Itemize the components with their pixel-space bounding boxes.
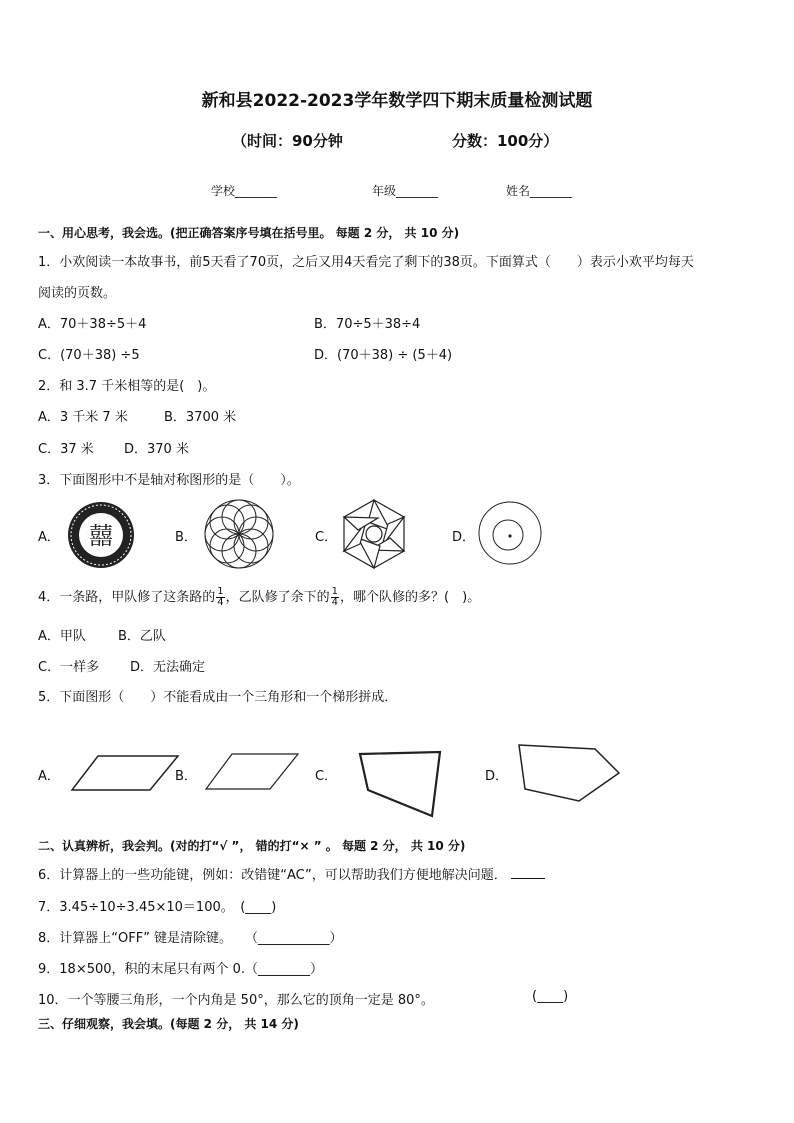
fraction-one-quarter-2: $\frac{1}{4}$	[331, 586, 339, 608]
time-label: （时间：90分钟	[232, 132, 343, 150]
q5-text: 5．下面图形（ ）不能看成由一个三角形和一个梯形拼成．	[38, 690, 398, 705]
q4-text-part-2: ，乙队修了余下的	[225, 590, 330, 605]
emblem-figure	[66, 500, 136, 570]
rosette-figure	[203, 498, 275, 570]
quadrilateral-c-figure	[358, 750, 448, 820]
q5-option-c: C．	[315, 769, 338, 784]
q1-text-cont: 阅读的页数。	[38, 286, 117, 301]
section-2-heading: 二、认真辨析，我会判。(对的打“√ ”， 错的打“× ” 。 每题 2 分， 共 10 分)	[38, 839, 466, 853]
parallelogram-a-figure	[70, 754, 180, 794]
q8-text: 8．计算器上“OFF” 键是清除键。 （___________）	[38, 931, 343, 946]
pinwheel-hexagon-figure	[338, 498, 410, 570]
q5-option-a: A．	[38, 769, 60, 784]
q3-option-c: C．	[315, 530, 338, 545]
q1-option-b: B．70÷5＋38÷4	[314, 317, 421, 332]
q2-text: 2．和 3.7 千米相等的是( )。	[38, 379, 216, 394]
section-3-heading: 三、仔细观察，我会填。(每题 2 分， 共 14 分)	[38, 1017, 299, 1031]
q3-option-d: D．	[452, 530, 476, 545]
q5-option-b: B．	[175, 769, 197, 784]
q6-statement: 6．计算器上的一些功能键，例如：改错键“AC”，可以帮助我们方便地解决问题．	[38, 868, 507, 883]
section-1-heading: 一、用心思考，我会选。(把正确答案序号填在括号里。 每题 2 分， 共 10 分)	[38, 226, 460, 240]
offset-circle-figure	[478, 500, 544, 566]
q6-text	[38, 864, 545, 883]
q7-text: 7．3.45÷10÷3.45×10＝100。 (____)	[38, 900, 277, 915]
q1-option-a: A．70＋38÷5＋4	[38, 317, 147, 332]
q3-text: 3．下面图形中不是轴对称图形的是（ ）。	[38, 473, 300, 488]
q2-option-d: D．370 米	[124, 442, 189, 457]
q1-option-d: D．(70＋38) ÷ (5＋4)	[314, 348, 453, 363]
grade-field: 年级_______	[372, 184, 439, 198]
q10-text: 10．一个等腰三角形，一个内角是 50°，那么它的顶角一定是 80°。	[38, 993, 434, 1008]
emblem-character: 囍	[89, 522, 113, 550]
q9-text: 9．18×500，积的末尾只有两个 0.（________）	[38, 962, 324, 977]
q4-text-part-3: ，哪个队修的多？( )。	[340, 590, 481, 605]
q4-option-c: C．一样多	[38, 660, 100, 675]
q4-option-b: B．乙队	[118, 629, 166, 644]
q2-option-c: C．37 米	[38, 442, 94, 457]
q4-text-part-1: 4．一条路，甲队修了这条路的	[38, 590, 216, 605]
score-label: 分数：100分）	[452, 132, 559, 150]
q4-text	[38, 586, 480, 608]
q2-option-a: A．3 千米 7 米	[38, 410, 128, 425]
q1-option-c: C．(70＋38) ÷5	[38, 348, 140, 363]
q6-answer-blank	[511, 878, 545, 879]
q5-option-d: D．	[485, 769, 509, 784]
q1-text: 1．小欢阅读一本故事书，前5天看了70页，之后又用4天看完了剩下的38页。下面算式（ ）表示小欢平均每天	[38, 255, 694, 270]
q4-option-d: D．无法确定	[130, 660, 206, 675]
school-field: 学校_______	[211, 184, 278, 198]
q3-option-b: B．	[175, 530, 197, 545]
q10-answer-blank: (____)	[532, 989, 569, 1004]
page-title: 新和县2022-2023学年数学四下期末质量检测试题	[201, 91, 593, 111]
fraction-one-quarter: $\frac{1}{4}$	[217, 586, 224, 608]
name-field: 姓名_______	[506, 184, 573, 198]
q2-option-b: B．3700 米	[164, 410, 237, 425]
pentagon-d-figure	[515, 743, 623, 805]
q3-option-a: A．	[38, 530, 60, 545]
parallelogram-b-figure	[204, 752, 300, 792]
q4-option-a: A．甲队	[38, 629, 86, 644]
